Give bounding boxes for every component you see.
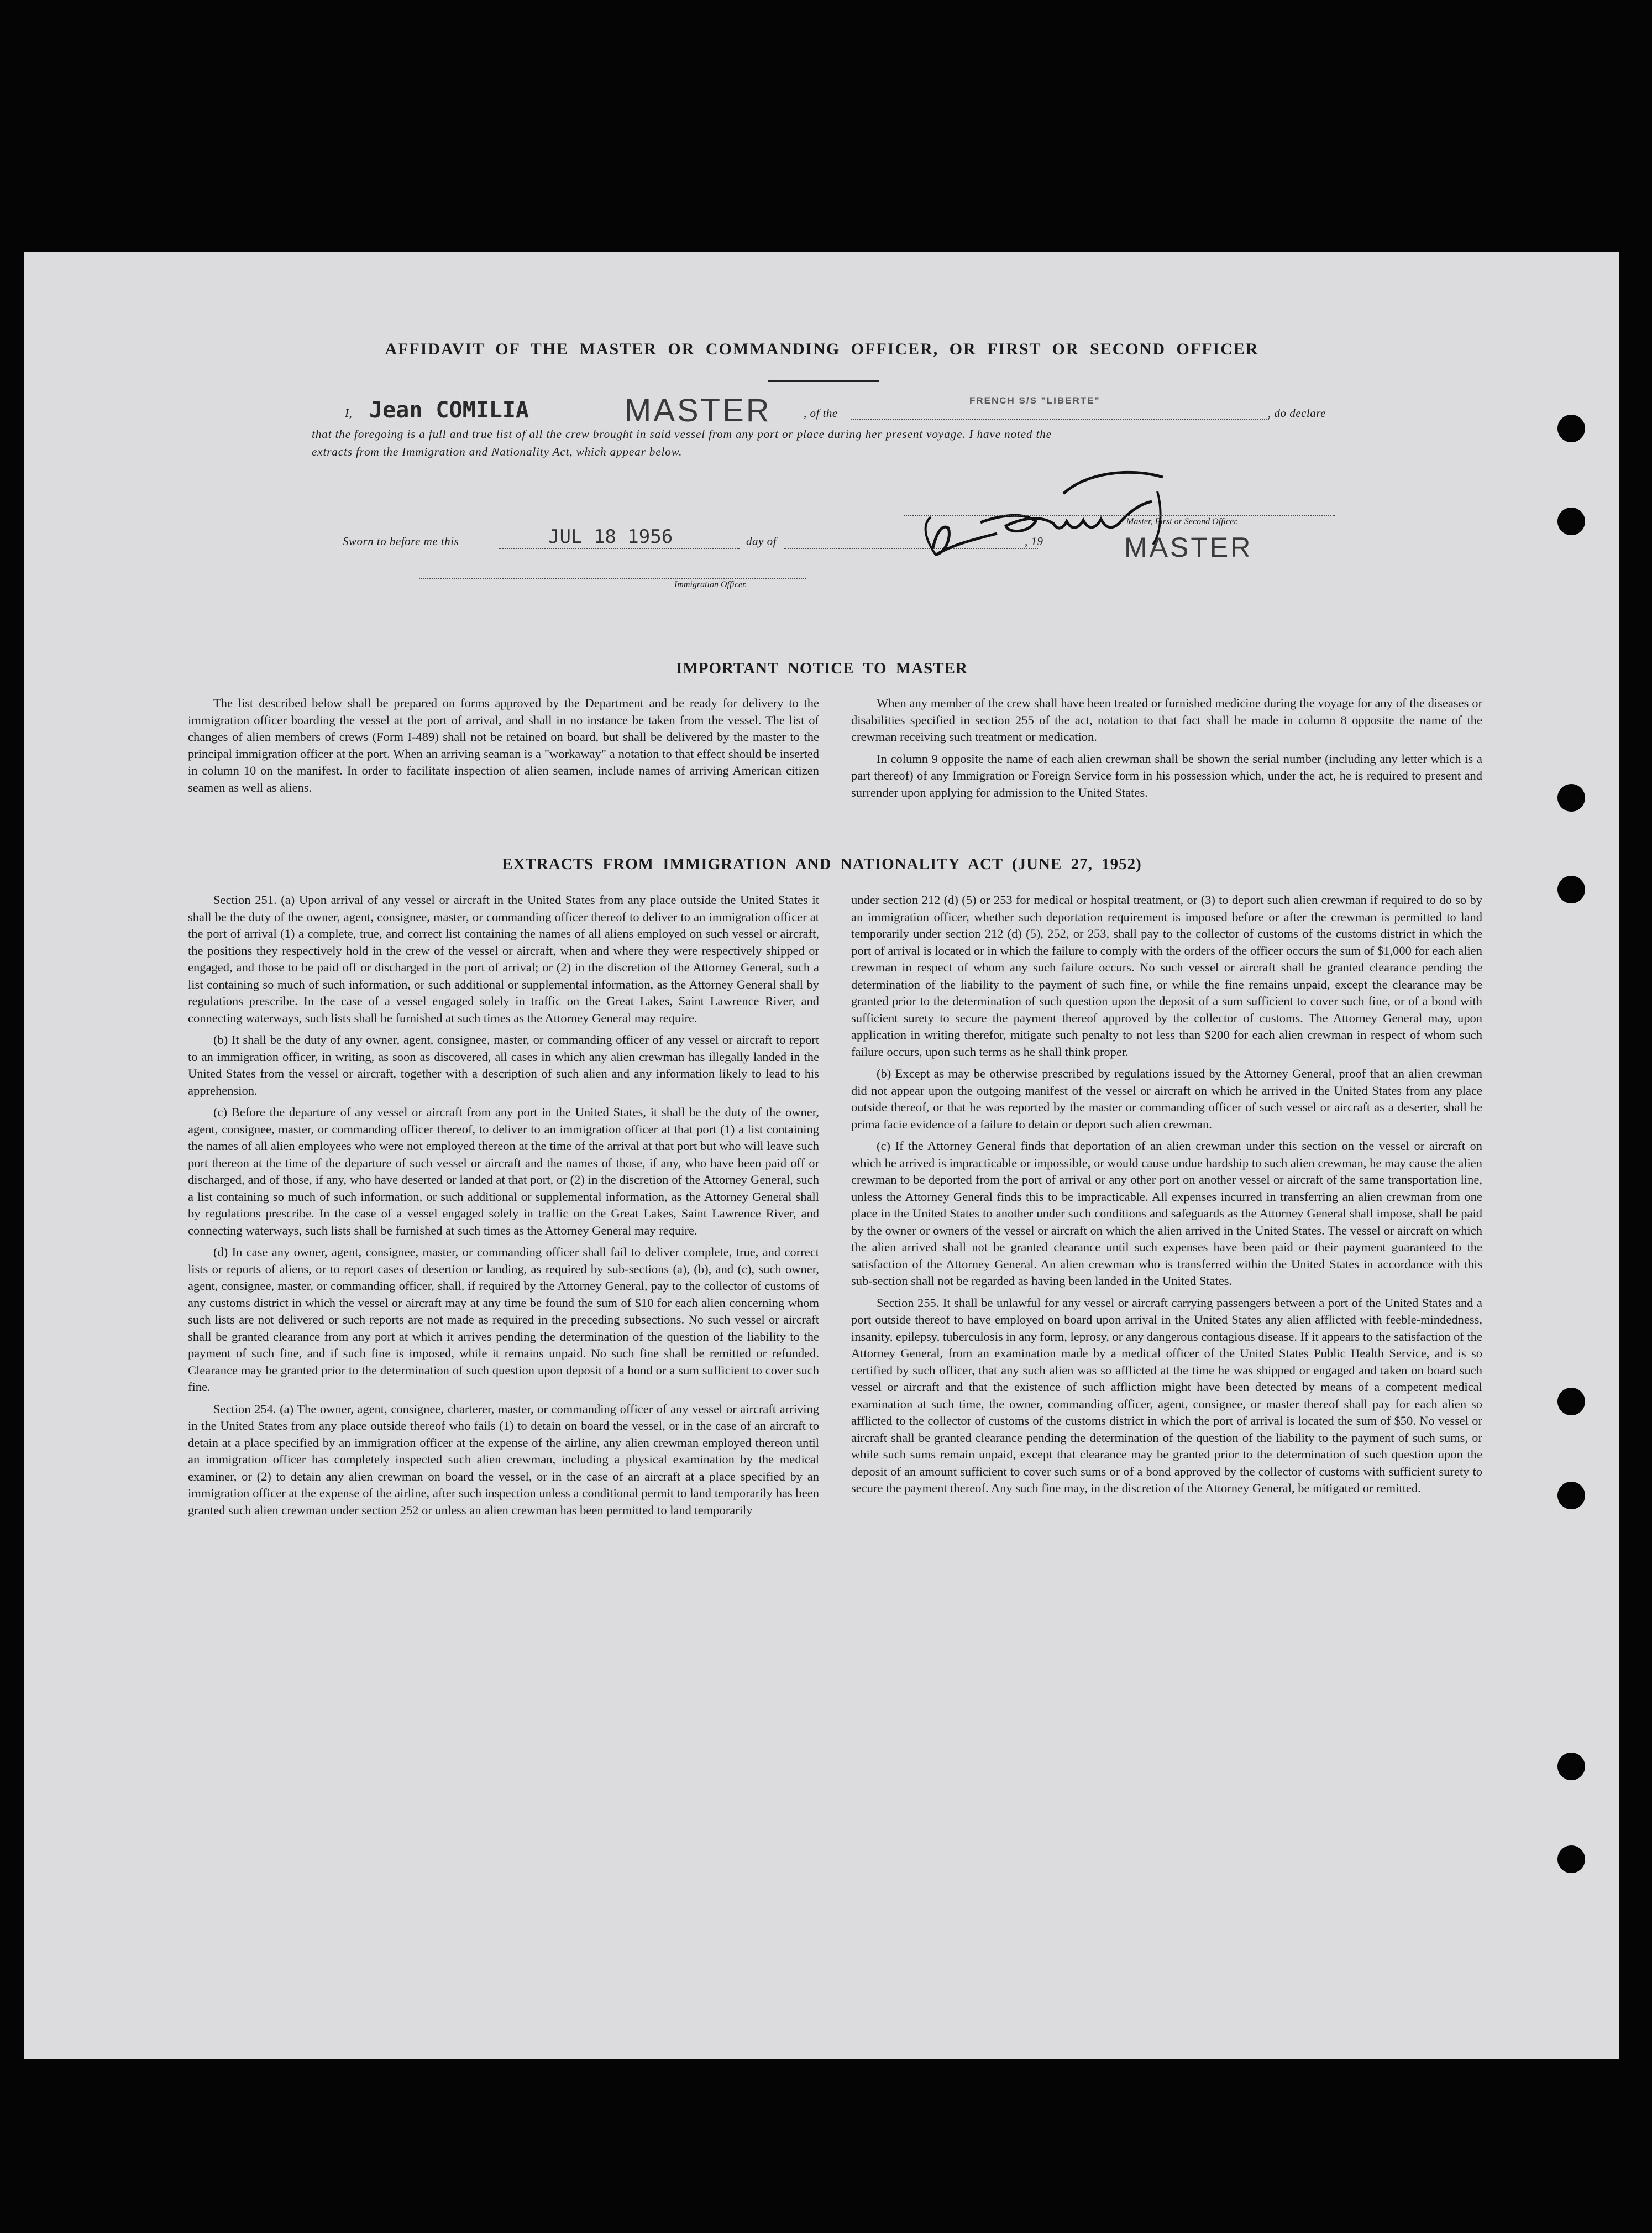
- officer-rank-stamp: MASTER: [1124, 532, 1253, 563]
- extracts-right-column: [851, 892, 1482, 1502]
- notice-paragraph: The list described below shall be prepared on forms approved by the Department and be ready for delivery to the immigration officer boarding the vessel at the port of arrival, and shall in no instance be taken from the vessel. The list of changes of alien members of crews (Form I-489) shall not be retained on board, but shall be delivered by the master to the principal immigration officer at the port. When an arriving seaman is a "workaway" a notation to that effect should be inserted in column 10 on the manifest. In order to facilitate inspection of alien seamen, include names of arriving American citizen seamen as well as aliens.: [188, 696, 819, 794]
- extract-paragraph: under section 212 (d) (5) or 253 for medical or hospital treatment, or (3) to deport such alien crewman if required to do so by an immigration officer, whether such deportation requirement is imposed before or after the crewman is permitted to land temporarily under section 212 (d) (5), 252, or 253, shall pay to the collector of customs of the customs district in which the port of arrival is located or in which the failure to comply with the orders of the officer occurs the sum of $1,000 for each alien crewman in respect of whom any such failure occurs. No such vessel or aircraft shall be granted clearance pending the determination of the liability to the payment of such fine, or while the fine remains unpaid, except the clearance may be granted prior to the determination of such question upon the deposit of a sum sufficient to cover such fine, or of a bond with sufficient surety to secure the payment thereof approved by the collector of customs. The Attorney General may, upon application in writing therefor, mitigate such penalty to not less than $200 for each alien crewman in respect of whom such failure occurs, upon such terms as he shall think proper.: [851, 893, 1482, 1059]
- extract-paragraph: (d) In case any owner, agent, consignee, master, or commanding officer shall fail to deliver complete, true, and correct lists or reports of aliens, or to report cases of desertion or landing, as required by sub-sections (a), (b), and (c), such owner, agent, consignee, master, or commanding officer, shall, if required by the Attorney General, pay to the collector of customs of any customs district in which the vessel or aircraft may at any time be found the sum of $10 for each alien concerning whom such lists are not delivered or such reports are not made as required in the preceding subsections. No such vessel or aircraft shall be granted clearance from any port at which it arrives pending the determination of the question of the liability to the payment of such fine, and if such fine is imposed, while it remains unpaid. No such fine shall be remitted or refunded. Clearance may be granted prior to the determination of such question upon deposit of a bond or a sum sufficient to cover such fine.: [188, 1245, 819, 1394]
- extract-paragraph: (c) Before the departure of any vessel or aircraft from any port in the United States, it shall be the duty of the owner, agent, consignee, master, or commanding officer thereof, to deliver to an immigration officer at that port (1) a list containing the names of all alien employees who were not employed thereon at the time of the arrival at that port but who will leave such port thereon at the time of the departure of such vessel or aircraft and the names of those, if any, who have been paid off or discharged, and of those, if any, who have deserted or landed at that port, or (2) in the discretion of the Attorney General, such a list containing so much of such information, or such additional or supplemental information, as the Attorney General shall by regulations prescribe. In the case of a vessel engaged solely in traffic on the Great Lakes, Saint Lawrence River, and connecting waterways, such lists shall be furnished at such times as the Attorney General may require.: [188, 1105, 819, 1237]
- rank-stamp: MASTER: [625, 393, 772, 428]
- extract-paragraph: Section 251. (a) Upon arrival of any vessel or aircraft in the United States from any place outside the United States it shall be the duty of the owner, agent, consignee, master, or commanding officer thereof to deliver to an immigration officer at the port of arrival (1) a complete, true, and correct list containing the names of all aliens employed on such vessel or aircraft, the positions they respectively hold in the crew of the vessel or aircraft, when and where they were respectively shipped or engaged, and those to be paid off or discharged in the port of arrival; or (2) in the discretion of the Attorney General, such a list containing so much of such information, or such additional or supplemental information, as the Attorney General shall by regulations prescribe. In the case of a vessel engaged solely in traffic on the Great Lakes, Saint Lawrence River, and connecting waterways, such lists shall be furnished at such times as the Attorney General may require.: [188, 893, 819, 1025]
- extract-paragraph: (b) Except as may be otherwise prescribed by regulations issued by the Attorney General, proof that an alien crewman did not appear upon the outgoing manifest of the vessel or aircraft on which he arrived in the United States from any place outside thereof, or that he was reported by the master or commanding officer of such vessel or aircraft as a deserter, shall be prima facie evidence of a failure to detain or deport such alien crewman.: [851, 1066, 1482, 1131]
- extract-paragraph: (b) It shall be the duty of any owner, agent, consignee, master, or commanding officer of any vessel or aircraft to report to an immigration officer, in writing, as soon as discovered, all cases in which any alien crewman has illegally landed in the United States from the vessel or aircraft, together with a description of such alien and any information likely to lead to his apprehension.: [188, 1033, 819, 1097]
- extracts-left-column: [188, 892, 819, 1524]
- master-name: Jean COMILIA: [369, 398, 529, 423]
- punch-hole: [1557, 784, 1585, 812]
- of-the-label: , of the: [804, 406, 838, 420]
- immigration-officer-line: [419, 578, 806, 579]
- extracts-heading: EXTRACTS FROM IMMIGRATION AND NATIONALITY ACT (JUNE 27, 1952): [502, 855, 1142, 873]
- document-page: [24, 252, 1619, 2059]
- vessel-stamp: FRENCH S/S "LIBERTE": [969, 395, 1100, 406]
- punch-hole: [1557, 1482, 1585, 1509]
- punch-hole: [1557, 1753, 1585, 1780]
- affidavit-line-3: extracts from the Immigration and Nationality Act, which appear below.: [312, 445, 683, 458]
- day-of-label: day of: [746, 535, 777, 548]
- notice-heading: IMPORTANT NOTICE TO MASTER: [676, 660, 968, 677]
- extract-paragraph: Section 255. It shall be unlawful for any vessel or aircraft carrying passengers between a port of the United States and a port outside thereof to have employed on board upon arrival in the United States any alien afflicted with feeble-mindedness, insanity, epilepsy, tuberculosis in any form, leprosy, or any dangerous contagious disease. If it appears to the satisfaction of the Attorney General, from an examination made by a medical officer of the United States Public Health Service, and is so certified by such officer, that any such alien was so afflicted at the time he was shipped or engaged and taken on board such vessel or aircraft and that the existence of such affliction might have been detected by means of a competent medical examination at such time, the owner, commanding officer, agent, consignee, or master thereof shall pay for each alien so afflicted to the collector of customs of the customs district in which the port of arrival is located the sum of $50. No vessel or aircraft shall be granted clearance pending the determination of the question of the liability to the payment of such sums, or while such sums remain unpaid, except that clearance may be granted prior to the determination of such question upon the deposit of an amount sufficient to cover such sums or of a bond approved by the collector of customs with sufficient surety to secure the payment thereof. Any such fine may, in the discretion of the Attorney General, be mitigated or remitted.: [851, 1295, 1482, 1495]
- do-declare-label: , do declare: [1268, 406, 1326, 420]
- year-prefix: , 19: [1025, 535, 1043, 548]
- vessel-line: [851, 419, 1269, 420]
- punch-hole: [1557, 1388, 1585, 1415]
- affidavit-title: AFFIDAVIT OF THE MASTER OR COMMANDING OFFICER, OR FIRST OR SECOND OFFICER: [385, 340, 1259, 358]
- punch-hole: [1557, 876, 1585, 903]
- affidavit-line-2: that the foregoing is a full and true list of all the crew brought in said vessel from any port or place during her present voyage. I have noted the: [312, 427, 1052, 441]
- notice-paragraph: When any member of the crew shall have been treated or furnished medicine during the voyage for any of the diseases or disabilities specified in section 255 of the act, notation to that fact shall be made in column 8 opposite the name of the crewman receiving such treatment or medication.: [851, 696, 1482, 744]
- extract-paragraph: (c) If the Attorney General finds that deportation of an alien crewman under this section on the vessel or aircraft on which he arrived is impracticable or impossible, or would cause undue hardship to such alien crewman, he may cause the alien crewman to be deported from the port of arrival or any other port on another vessel or aircraft of the same transportation line, unless the Attorney General finds this to be impracticable. All expenses incurred in transferring an alien crewman from one place in the United States to another under such conditions and safeguards as the Attorney General shall impose, shall be paid by the owner or owners of the vessel or aircraft on which the alien arrived in the United States. The vessel or aircraft on which the alien arrived shall not be granted clearance until such expenses have been paid or their payment guaranteed to the satisfaction of the Attorney General. An alien crewman who is transferred within the United States in accordance with this sub-section shall not be regarded as having been landed in the United States.: [851, 1139, 1482, 1288]
- officer-signature-line: [904, 515, 1335, 516]
- sworn-label: Sworn to before me this: [343, 535, 459, 548]
- punch-hole: [1557, 415, 1585, 442]
- i-prefix: I,: [345, 406, 353, 420]
- punch-hole: [1557, 508, 1585, 535]
- immigration-caption: Immigration Officer.: [674, 580, 747, 589]
- sworn-date-stamp: JUL 18 1956: [548, 526, 673, 548]
- notice-right-column: [851, 695, 1482, 806]
- notice-paragraph: In column 9 opposite the name of each alien crewman shall be shown the serial number (including any letter which is a part thereof) of any Immigration or Foreign Service form in his possession which, under the act, he is required to present and surrender upon applying for admission to the United States.: [851, 751, 1482, 799]
- officer-caption: Master, First or Second Officer.: [1126, 517, 1239, 526]
- punch-hole: [1557, 1845, 1585, 1873]
- extract-paragraph: Section 254. (a) The owner, agent, consignee, charterer, master, or commanding officer of any vessel or aircraft arriving in the United States from any place outside thereof who fails (1) to detain on board the vessel, or in the case of an aircraft to detain at a place specified by an immigration officer at the expense of the airline, any alien crewman employed thereon until an immigration officer has completely inspected such alien crewman, including a physical examination by the medical examiner, or (2) to detain any alien crewman on board the vessel, or in the case of an aircraft at a place specified by an immigration officer at the expense of the airline, after such inspection unless a conditional permit to land temporarily has been granted such alien crewman under section 252 or unless an alien crewman has been permitted to land temporarily: [188, 1401, 819, 1517]
- notice-left-column: [188, 695, 819, 801]
- title-rule: [768, 380, 879, 382]
- sworn-date-line: [499, 548, 740, 549]
